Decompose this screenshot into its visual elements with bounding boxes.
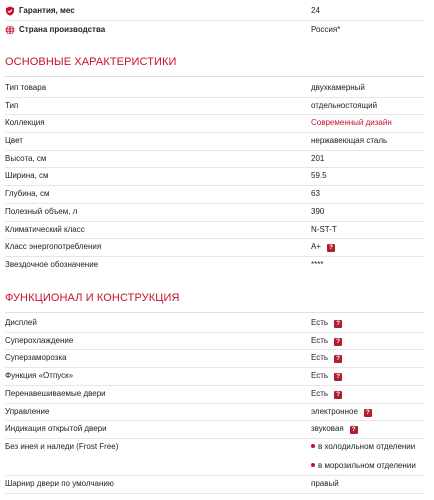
spec-value: правый bbox=[311, 479, 339, 488]
spec-value: Есть bbox=[311, 389, 329, 398]
spec-row bbox=[5, 221, 424, 239]
spec-label: Суперохлаждение bbox=[5, 336, 74, 345]
spec-value: N-ST-T bbox=[311, 225, 337, 234]
spec-label: Шарнир двери по умолчанию bbox=[5, 479, 114, 488]
spec-label: Управление bbox=[5, 407, 50, 416]
spec-label: Дисплей bbox=[5, 318, 37, 327]
help-icon[interactable]: ? bbox=[350, 426, 358, 434]
spec-row bbox=[5, 420, 424, 438]
spec-value: 59.5 bbox=[311, 171, 327, 180]
spec-row bbox=[5, 97, 424, 115]
help-icon[interactable]: ? bbox=[327, 244, 335, 252]
section-title-main: ОСНОВНЫЕ ХАРАКТЕРИСТИКИ bbox=[5, 56, 177, 68]
spec-label: Глубина, см bbox=[5, 189, 50, 198]
spec-row-country bbox=[5, 21, 424, 39]
spec-value: Есть bbox=[311, 371, 329, 380]
spec-label: Класс энергопотребления bbox=[5, 242, 102, 251]
spec-label: Суперзаморозка bbox=[5, 353, 67, 362]
spec-value: 63 bbox=[311, 189, 320, 198]
help-icon[interactable]: ? bbox=[364, 409, 372, 417]
spec-value: нержавеющая сталь bbox=[311, 136, 388, 145]
spec-row bbox=[5, 132, 424, 150]
spec-value: в морозильном отделении bbox=[318, 461, 416, 470]
spec-value: 390 bbox=[311, 207, 325, 216]
section-rule bbox=[5, 312, 424, 313]
collection-link[interactable]: Современный дизайн bbox=[311, 118, 392, 127]
spec-label: Полезный объем, л bbox=[5, 207, 78, 216]
help-icon[interactable]: ? bbox=[334, 391, 342, 399]
spec-label: Звездочное обозначение bbox=[5, 260, 99, 269]
spec-label: Страна производства bbox=[19, 25, 106, 34]
help-icon[interactable]: ? bbox=[334, 320, 342, 328]
spec-label: Перенавешиваемые двери bbox=[5, 389, 106, 398]
spec-value: Есть bbox=[311, 336, 329, 345]
spec-value: Россия* bbox=[311, 25, 341, 34]
spec-value: 24 bbox=[311, 6, 320, 15]
spec-row bbox=[5, 475, 424, 493]
spec-value: 201 bbox=[311, 154, 325, 163]
spec-label: Тип bbox=[5, 101, 19, 110]
spec-value: отдельностоящий bbox=[311, 101, 378, 110]
spec-label: Тип товара bbox=[5, 83, 47, 92]
spec-label: Высота, см bbox=[5, 154, 47, 163]
spec-row-warranty bbox=[5, 2, 424, 20]
shield-check-icon bbox=[5, 6, 15, 16]
section-rule bbox=[5, 76, 424, 77]
spec-row bbox=[5, 256, 424, 274]
spec-row bbox=[5, 79, 424, 97]
spec-row bbox=[5, 438, 424, 456]
spec-row bbox=[5, 403, 424, 421]
spec-value: Есть bbox=[311, 318, 329, 327]
spec-value: звуковая bbox=[311, 424, 344, 433]
spec-value: Есть bbox=[311, 353, 329, 362]
spec-label: Индикация открытой двери bbox=[5, 424, 107, 433]
spec-row bbox=[5, 238, 424, 256]
spec-value: в холодильном отделении bbox=[318, 442, 416, 451]
spec-label: Функция «Отпуск» bbox=[5, 371, 74, 380]
spec-label: Цвет bbox=[5, 136, 23, 145]
spec-label: Гарантия, мес bbox=[19, 6, 75, 15]
spec-row bbox=[5, 167, 424, 185]
spec-row bbox=[5, 150, 424, 168]
spec-row bbox=[5, 349, 424, 367]
spec-value: **** bbox=[311, 260, 324, 269]
spec-value: двухкамерный bbox=[311, 83, 365, 92]
spec-label: Без инея и наледи (Frost Free) bbox=[5, 442, 119, 451]
globe-icon bbox=[5, 25, 15, 35]
spec-row bbox=[5, 203, 424, 221]
section-title-func: ФУНКЦИОНАЛ И КОНСТРУКЦИЯ bbox=[5, 292, 180, 304]
spec-label: Коллекция bbox=[5, 118, 45, 127]
spec-row bbox=[5, 367, 424, 385]
help-icon[interactable]: ? bbox=[334, 373, 342, 381]
spec-label: Климатический класс bbox=[5, 225, 85, 234]
spec-row bbox=[5, 385, 424, 403]
spec-label: Ширина, см bbox=[5, 171, 49, 180]
spec-value: A+ bbox=[311, 242, 322, 251]
spec-row-collection bbox=[5, 114, 424, 132]
spec-value: электронное bbox=[311, 407, 358, 416]
spec-row bbox=[5, 314, 424, 332]
spec-row bbox=[5, 332, 424, 350]
help-icon[interactable]: ? bbox=[334, 338, 342, 346]
spec-row-continued bbox=[5, 457, 424, 475]
help-icon[interactable]: ? bbox=[334, 355, 342, 363]
bullet-icon bbox=[311, 463, 315, 467]
spec-row bbox=[5, 185, 424, 203]
divider bbox=[5, 493, 424, 494]
bullet-icon bbox=[311, 444, 315, 448]
